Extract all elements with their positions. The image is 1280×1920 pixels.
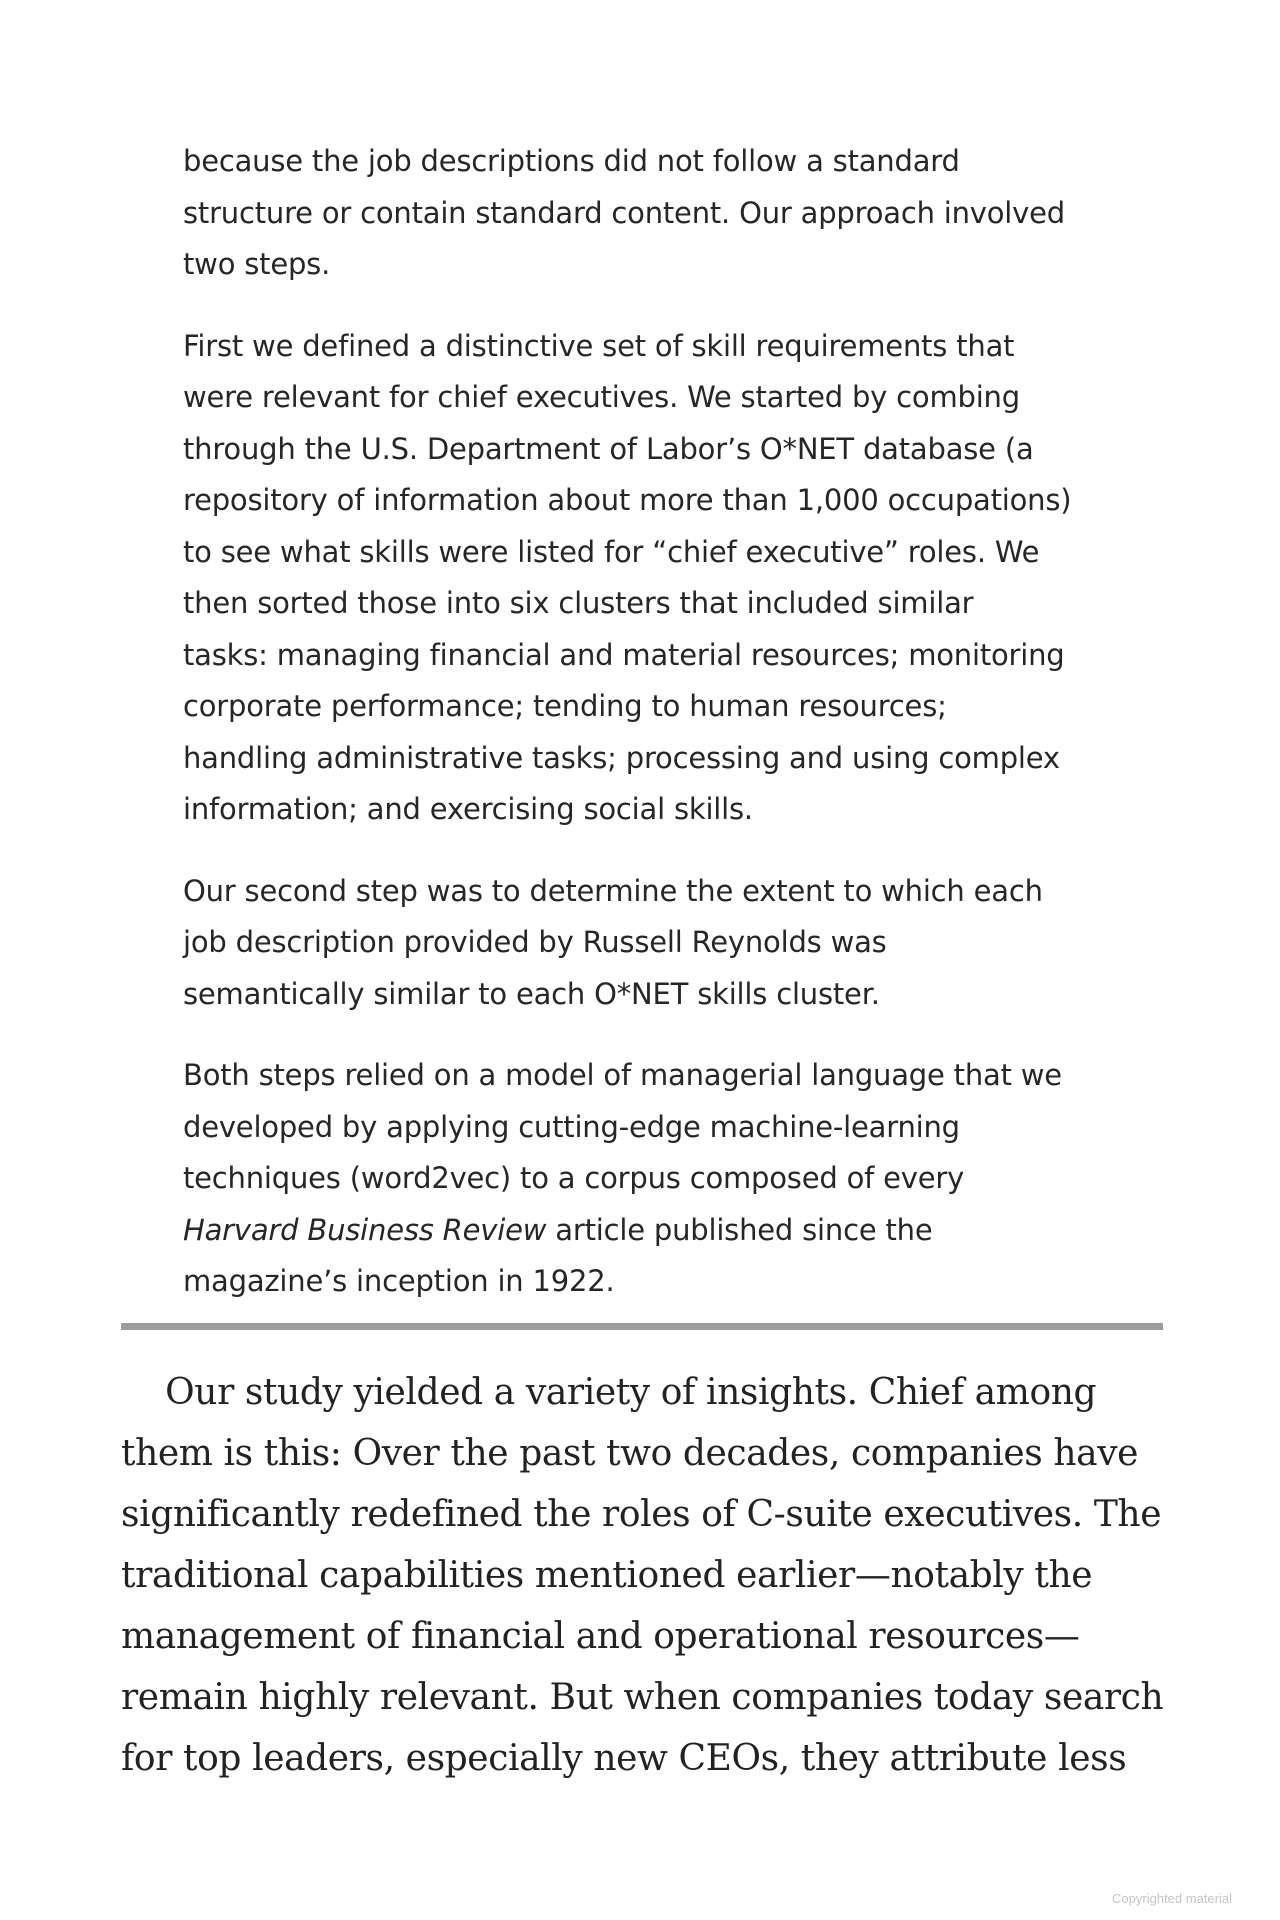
- text-line: handling administrative tasks; processing and using complex: [183, 740, 1060, 775]
- text-line: job description provided by Russell Reynolds was: [183, 925, 887, 959]
- sidebar-paragraph-1: [183, 136, 1113, 291]
- text-line: information; and exercising social skills.: [183, 792, 753, 826]
- text-line: because the job descriptions did not follow a standard: [183, 144, 960, 178]
- section-divider: [121, 1323, 1163, 1330]
- text-line: then sorted those into six clusters that included similar: [183, 586, 974, 620]
- sidebar-paragraph-2: [183, 321, 1113, 836]
- text-line: two steps.: [183, 247, 331, 281]
- text-line: corporate performance; tending to human resources;: [183, 689, 947, 723]
- text-line: management of financial and operational resources—: [121, 1616, 1080, 1657]
- text-line: First we defined a distinctive set of skill requirements that: [183, 328, 1015, 363]
- text-line: for top leaders, especially new CEOs, they attribute less: [121, 1738, 1127, 1779]
- publication-title: Harvard Business Review: [183, 1212, 547, 1247]
- text-fragment: article published since the: [546, 1212, 933, 1247]
- sidebar-paragraph-4: [183, 1050, 1113, 1308]
- main-body-paragraph: [121, 1362, 1181, 1789]
- text-line: Our second step was to determine the extent to which each: [183, 873, 1043, 908]
- text-line: Both steps relied on a model of managerial language that we: [183, 1058, 1062, 1092]
- text-line: magazine’s inception in 1922.: [183, 1264, 615, 1298]
- text-line-with-italic: [183, 1205, 1113, 1257]
- text-line: remain highly relevant. But when companies today search: [121, 1677, 1164, 1718]
- text-line: developed by applying cutting-edge machine-learning: [183, 1109, 960, 1144]
- sidebar-box: [183, 136, 1113, 1338]
- text-line: tasks: managing financial and material resources; monitoring: [183, 637, 1065, 672]
- text-line: traditional capabilities mentioned earlier—notably the: [121, 1555, 1093, 1596]
- text-line: to see what skills were listed for “chief executive” roles. We: [183, 534, 1040, 569]
- text-line: structure or contain standard content. Our approach involved: [183, 195, 1065, 230]
- text-line: them is this: Over the past two decades, companies have: [121, 1433, 1139, 1474]
- text-line: semantically similar to each O*NET skills cluster.: [183, 976, 880, 1011]
- sidebar-paragraph-3: [183, 866, 1113, 1021]
- text-line: repository of information about more than 1,000 occupations): [183, 483, 1072, 517]
- copyright-watermark: Copyrighted material: [1112, 1891, 1232, 1906]
- text-line: Our study yielded a variety of insights. Chief among: [121, 1372, 1097, 1413]
- text-line: significantly redefined the roles of C-suite executives. The: [121, 1494, 1162, 1535]
- text-line: were relevant for chief executives. We started by combing: [183, 380, 1020, 414]
- text-line: through the U.S. Department of Labor’s O*NET database (a: [183, 431, 1034, 466]
- text-line: techniques (word2vec) to a corpus composed of every: [183, 1161, 965, 1195]
